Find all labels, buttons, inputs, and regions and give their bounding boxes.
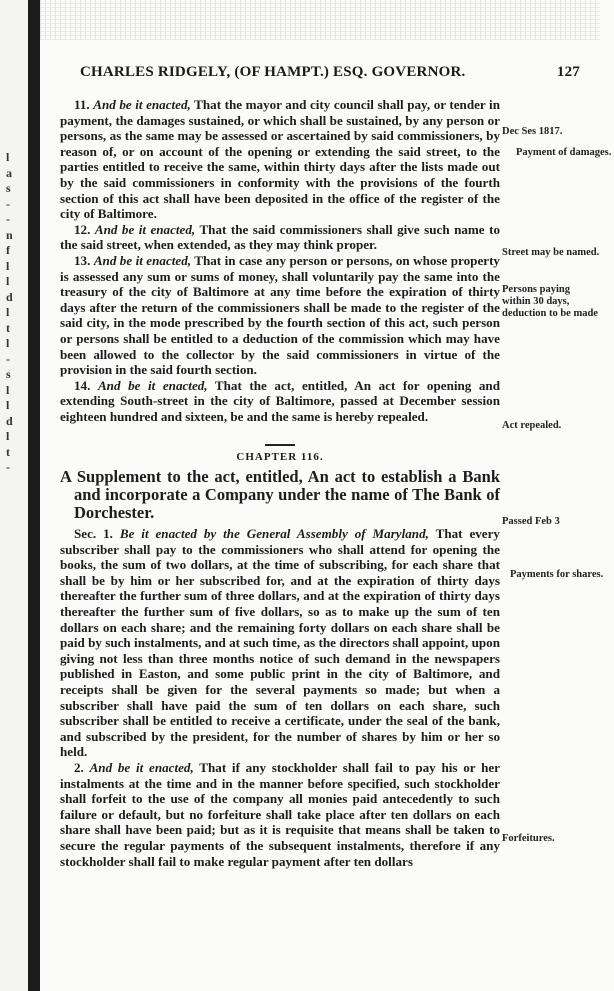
gutter-mark: l [6,382,10,397]
gutter-mark: - [6,212,10,226]
enacting-clause: And be it enacted, [94,221,196,237]
chapter-section-1 [60,526,500,760]
gutter-mark: - [6,196,10,211]
chapter-heading: CHAPTER 116. [236,451,324,464]
gutter-mark: a [6,165,12,180]
chapter-title: A Supplement to the act, entitled, An act to establish a Bank and incorporate a Company under the name of The Bank of Dorchester. [60,467,500,523]
section-number: 11. [74,97,90,112]
chapter-section-2 [60,760,500,869]
chapter-divider [265,444,295,446]
section-14 [60,378,500,425]
enacting-clause: And be it enacted, [93,97,191,112]
margin-note-persons-paying: Persons paying within 30 days, deduction to be made [502,284,598,319]
gutter-mark: l [6,150,10,164]
margin-note-street-named: Street may be named. [502,247,600,258]
gutter-mark: - [6,460,10,474]
enacting-clause: And be it enacted, [89,759,194,775]
gutter-mark: l [6,429,10,443]
margin-note-payment-of-damages: Payment of damages. [516,147,612,158]
section-text: That the said commissioners shall give such name to the said street, when extended, as they may think proper. [60,221,500,253]
margin-note-forfeitures: Forfeitures. [502,833,555,844]
gutter-mark: n [6,227,13,242]
section-text: That the act, entitled, An act for opening and extending South-street in the city of Baltimore, passed at December session eighteen hundred and sixteen, be and the same is hereby repealed. [60,377,500,424]
gutter-mark: l [6,305,10,319]
enacting-clause: And be it enacted, [97,377,208,393]
running-header [80,64,590,81]
margin-note-act-repealed: Act repealed. [502,420,562,431]
binding-shadow [28,0,40,991]
previous-page-edge [0,0,28,991]
enacting-clause: Be it enacted by the General Assembly of Maryland, [119,526,429,542]
section-number: Sec. 1. [74,526,113,542]
section-number: 13. [74,252,91,268]
page-body [60,97,500,869]
gutter-mark: - [6,351,10,366]
gutter-mark: t [6,444,10,459]
gutter-mark: t [6,320,10,335]
enacting-clause: And be it enacted, [93,252,192,268]
margin-note-passed: Passed Feb 3 [502,516,560,527]
section-text: That if any stockholder shall fail to pay his or her instalments at the time and in the manner before specified, such stockholder shall forfeit to the use of the company all monies paid antecedently to such failure or default, but no forfeiture shall take place after ten dollars on each share shall have been paid; but as it is requisite that means shall be taken to secure the regular payments of the subsequent instalments, therefore if any stockholder shall fail to make regular payment after ten dollars [60,759,500,869]
section-text: That in case any person or persons, on whose property is assessed any sum or sums of money, shall voluntarily pay the same into the treasury of the city of Baltimore at any time before the expiration of thirty days after the return of the commissioners shall be made to the register of the said city, in the mode prescribed by the fourth section of this act, such person or persons shall be entitled to a deduction of the commission which may have been allowed to the collector by the said commissioners in virtue of the provision in the said fourth section. [60,252,500,378]
margin-note-payments-for-shares: Payments for shares. [510,569,604,580]
gutter-mark: l [6,274,10,288]
section-number: 14. [74,377,91,393]
page-number: 127 [556,64,580,80]
gutter-text-fragments [6,150,22,476]
gutter-mark: l [6,336,10,350]
gutter-mark: l [6,258,10,273]
gutter-mark: s [6,181,11,195]
gutter-mark: f [6,243,10,257]
gutter-mark: l [6,398,10,412]
margin-note-session: Dec Ses 1817. [502,126,563,137]
section-number: 2. [74,759,84,775]
section-13 [60,253,500,378]
section-text: That every subscriber shall pay to the commissioners who shall attend for opening the books, the sum of two dollars, at the time of subscribing, for each share that shall be by him or her subscribed for, and at the expiration of thirty days thereafter the further sum of three dollars, and at the expiration of thirty days thereafter the further sum of five dollars, so as to make up the sum of ten dollars on each share; and the remaining forty dollars on each share shall be paid by such instalments, and at such time, as the directors shall appoint, upon giving not less than three months notice of such demand in the newspapers published in Easton, and some public print in the city of Baltimore, and receipts shall be given for the several payments so made; but when a subscriber shall have paid the sum of ten dollars on each share, such subscriber shall be entitled to receive a certificate, under the seal of the bank, and subscribed by the president, for the number of shares by him or her so held. [60,526,500,760]
running-title: CHARLES RIDGELY, (OF HAMPT.) ESQ. GOVERNOR. [80,64,466,80]
gutter-mark: d [6,413,13,428]
section-11 [60,97,500,222]
scan-noise [40,0,600,40]
section-12 [60,222,500,253]
section-text: That the mayor and city council shall pay, or tender in payment, the damages sustained, or which shall be sustained, by any person or persons, as the same may be assessed or ascertained by said commissioners, by reason of, or on account of the opening or extending the said street, to the parties entitled to receive the same, within thirty days after the lists made out by the said commissioners in conformity with the provisions of the fourth section of this act shall have been deposited in the office of the register of the city of Baltimore. [60,97,500,222]
gutter-mark: s [6,367,11,381]
gutter-mark: d [6,289,13,304]
section-number: 12. [74,221,91,237]
